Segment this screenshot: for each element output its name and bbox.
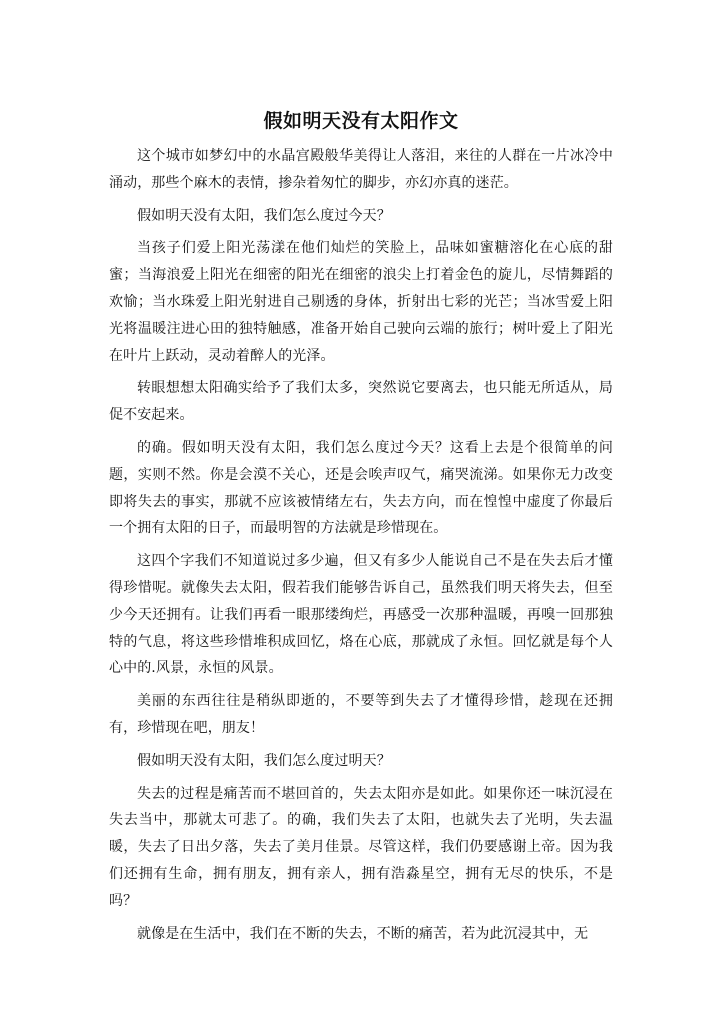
- paragraph: 这四个字我们不知道说过多少遍，但又有多少人能说自己不是在失去后才懂得珍惜呢。就像失去太阳，假若我们能够告诉自己，虽然我们明天将失去，但至少今天还拥有。让我们再看一眼那缕绚烂，再感受一次那种温暖，再嗅一回那独特的气息，将这些珍惜堆积成回忆，烙在心底，那就成了永恒。回忆就是每个人心中的.风景，永恒的风景。: [109, 553, 613, 677]
- paragraph: 就像是在生活中，我们在不断的失去，不断的痛苦，若为此沉浸其中，无: [137, 925, 589, 942]
- paragraph: 假如明天没有太阳，我们怎么度过今天？: [137, 207, 391, 224]
- paragraph: 失去的过程是痛苦而不堪回首的，失去太阳亦是如此。如果你还一味沉浸在失去当中，那就太可悲了。的确，我们失去了太阳，也就失去了光明，失去温暖，失去了日出夕落，失去了美月佳景。尽管这样，我们仍要感谢上帝。因为我们还拥有生命，拥有朋友，拥有亲人，拥有浩淼星空，拥有无尽的快乐，不是吗？: [109, 785, 613, 909]
- document-title: 假如明天没有太阳作文: [263, 110, 459, 132]
- paragraph: 美丽的东西往往是稍纵即逝的，不要等到失去了才懂得珍惜，趁现在还拥有，珍惜现在吧，朋友！: [109, 693, 613, 736]
- paragraph: 假如明天没有太阳，我们怎么度过明天？: [137, 752, 391, 769]
- paragraph: 这个城市如梦幻中的水晶宫殿般华美得让人落泪，来往的人群在一片冰冷中涌动，那些个麻木的表情，掺杂着匆忙的脚步，亦幻亦真的迷茫。: [109, 148, 613, 191]
- paragraph: 当孩子们爱上阳光荡漾在他们灿烂的笑脸上，品味如蜜糖溶化在心底的甜蜜；当海浪爱上阳光在细密的阳光在细密的浪尖上打着金色的旋儿，尽情舞蹈的欢愉；当水珠爱上阳光射进自己剔透的身体，折射出七彩的光芒；当冰雪爱上阳光将温暖注进心田的独特触感，准备开始自己驶向云端的旅行；树叶爱上了阳光在叶片上跃动，灵动着醉人的光泽。: [109, 240, 613, 364]
- paragraph: 的确。假如明天没有太阳，我们怎么度过今天？这看上去是个很简单的问题，实则不然。你是会漠不关心，还是会唉声叹气，痛哭流涕。如果你无力改变即将失去的事实，那就不应该被情绪左右，失去方向，而在惶惶中虚度了你最后一个拥有太阳的日子，而最明智的方法就是珍惜现在。: [109, 439, 613, 537]
- paragraph: 转眼想想太阳确实给予了我们太多，突然说它要离去，也只能无所适从，局促不安起来。: [109, 380, 613, 424]
